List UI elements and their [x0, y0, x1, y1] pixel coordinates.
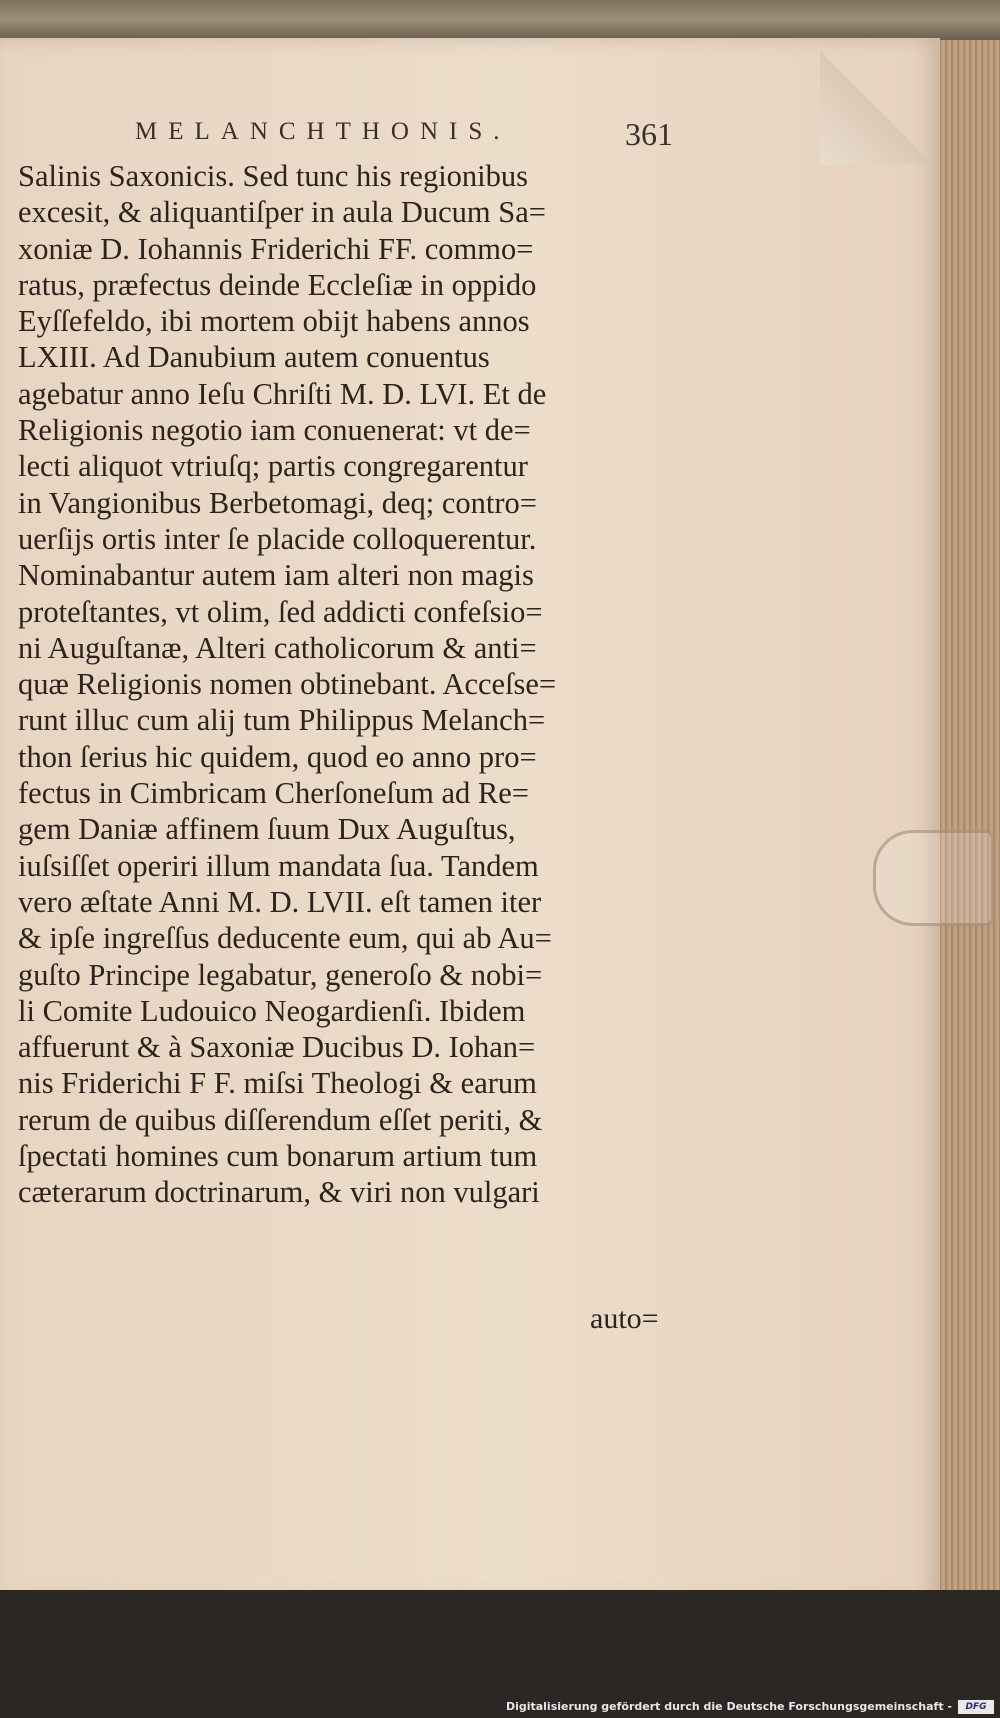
text-line: lecti aliquot vtriuſq; partis congregarentur	[18, 449, 528, 484]
text-line: Nominabantur autem iam alteri non magis	[18, 558, 534, 593]
digitization-credit: Digitalisierung gefördert durch die Deutsche Forschungsgemeinschaft -	[505, 1700, 952, 1713]
text-line: ratus, præfectus deinde Eccleſiæ in oppido	[18, 267, 537, 302]
text-line: thon ſerius hic quidem, quod eo anno pro=	[18, 739, 537, 774]
body-text	[18, 158, 698, 1211]
text-line: affuerunt & à Saxoniæ Ducibus D. Iohan=	[18, 1030, 536, 1065]
text-line: uerſijs ortis inter ſe placide colloquerentur.	[18, 521, 537, 556]
text-line: Salinis Saxonicis. Sed tunc his regionibus	[18, 159, 529, 193]
page-corner-fold	[820, 45, 930, 165]
text-line: li Comite Ludouico Neogardienſi. Ibidem	[18, 993, 526, 1028]
text-line: & ipſe ingreſſus deducente eum, qui ab Au=	[18, 921, 552, 956]
text-line: fectus in Cimbricam Cherſoneſum ad Re=	[18, 776, 530, 811]
text-line: LXIII. Ad Danubium autem conuentus	[18, 340, 490, 375]
text-line: xoniæ D. Iohannis Friderichi FF. commo=	[18, 231, 534, 266]
page-clip	[873, 830, 994, 926]
text-line: Religionis negotio iam conuenerat: vt de=	[18, 413, 531, 448]
text-line: agebatur anno Ieſu Chriſti M. D. LVI. Et de	[18, 376, 547, 411]
text-line: excesit, & aliquantiſper in aula Ducum Sa=	[18, 195, 546, 230]
dfg-logo: DFG	[958, 1700, 994, 1714]
text-line: guſto Principe legabatur, generoſo & nobi=	[18, 957, 543, 992]
text-line: proteſtantes, vt olim, ſed addicti confeſsio=	[18, 594, 543, 629]
text-line: in Vangionibus Berbetomagi, deq; contro=	[18, 485, 537, 520]
text-line: iuſsiſſet operiri illum mandata ſua. Tandem	[18, 848, 539, 883]
text-line: runt illuc cum alij tum Philippus Melanch=	[18, 703, 546, 738]
text-line: cæterarum doctrinarum, & viri non vulgari	[18, 1175, 540, 1210]
text-line: rerum de quibus diſſerendum eſſet periti, &	[18, 1102, 543, 1137]
text-line: gem Daniæ affinem ſuum Dux Auguſtus,	[18, 812, 516, 847]
text-line: vero æſtate Anni M. D. LVII. eſt tamen iter	[18, 884, 542, 919]
text-line: ſpectati homines cum bonarum artium tum	[18, 1139, 538, 1174]
text-line: quæ Religionis nomen obtinebant. Acceſse=	[18, 667, 557, 702]
text-line: ni Auguſtanæ, Alteri catholicorum & anti=	[18, 630, 537, 665]
scan-background	[0, 1590, 1000, 1718]
catchword: auto=	[590, 1302, 659, 1335]
running-head: MELANCHTHONIS.	[135, 118, 511, 145]
text-line: Eyſſefeldo, ibi mortem obijt habens annos	[18, 304, 530, 339]
text-line: nis Friderichi F F. miſsi Theologi & earum	[18, 1066, 537, 1101]
page-number: 361	[625, 116, 673, 152]
